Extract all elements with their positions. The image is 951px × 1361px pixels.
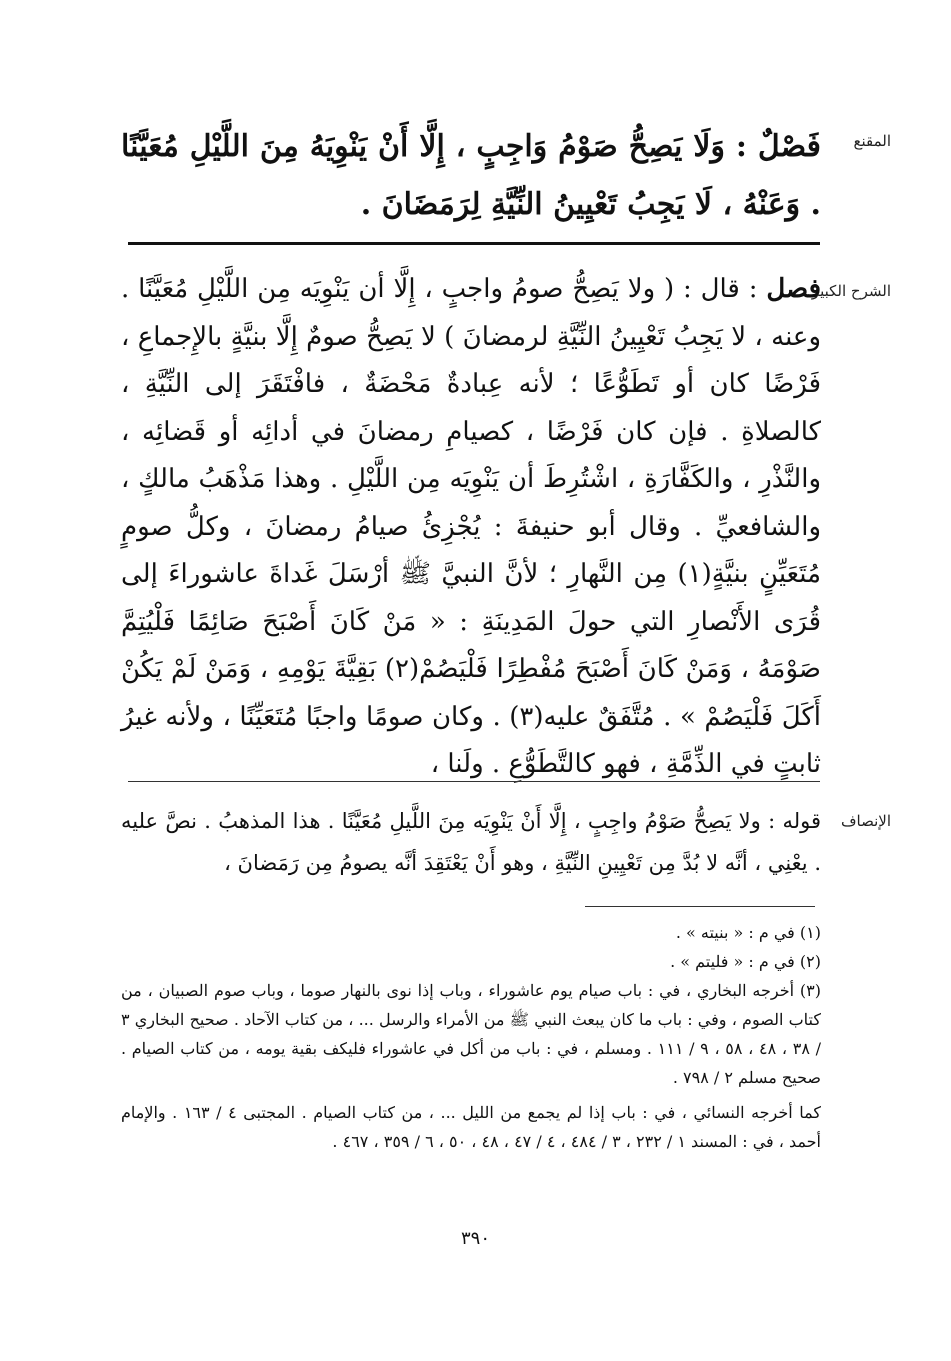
matn-body: : وَلَا يَصِحُّ صَوْمُ وَاجِبٍ ، إِلَّا أَنْ يَنْوِيَهُ مِنَ اللَّيْلِ مُعَيَّنًا . وَعَنْهُ ، لَا يَجِبُ تَعْيِينُ النِّيَّةِ لِرَمَضَانَ .: [121, 129, 821, 222]
divider-thick: [128, 242, 820, 245]
section-label-sharh: الشرح الكبير: [811, 282, 891, 300]
footnote-2: (٢) في م : « فليتم » .: [670, 952, 821, 971]
sharh-body: : قال : ( ولا يَصِحُّ صومُ واجبٍ ، إِلَّا أن يَنْوِيَه مِن اللَّيْلِ مُعَيَّنًا . وعنه ، لا يَجِبُ تَعْيِينُ النِّيَّةِ لرمضانَ ) لا يَصِحُّ صومٌ إِلَّا بنيَّةٍ بالإِجماعِ ، فَرْضًا كان أو تَطَوُّعًا ؛ لأنه عِبادةٌ مَحْضَةٌ ، فافْتَقَرَ إلى النِّيَّةِ ، كالصلاةِ . فإن كان فَرْضًا ، كصيامِ رمضانَ في أدائِه أو قَضائِه ، والنَّذْرِ ، والكَفَّارَةِ ، اشْتُرِطَ أن يَنْوِيَه مِن اللَّيْلِ . وهذا مَذْهَبُ مالكٍ ، والشافعيِّ . وقال أبو حنيفةَ : يُجْزِئُ صيامُ رمضانَ ، وكلُّ صومٍ مُتَعَيِّنٍ بنيَّةٍ(١) مِن النَّهارِ ؛ لأنَّ النبيَّ ﷺ أرْسَلَ غَداةَ عاشوراءَ إلى قُرَى الأَنْصارِ التي حولَ المَدِينَةِ : « مَنْ كَانَ أَصْبَحَ صَائِمًا فَلْيُتِمَّ صَوْمَهُ ، وَمَنْ كَانَ أَصْبَحَ مُفْطِرًا فَلْيَصُمْ(٢) بَقِيَّةَ يَوْمِهِ ، وَمَنْ لَمْ يَكُنْ أَكَلَ فَلْيَصُمْ » . مُتَّفَقٌ عليه(٣) . وكان صومًا واجبًا مُتَعَيِّنًا ، ولأنه غيرُ ثابتٍ في الذِّمَّةِ ، فهو كالتَّطَوُّعِ . ولَنا ،: [121, 274, 821, 779]
divider-thin: [128, 781, 820, 782]
section-label-insaf: الإنصاف: [840, 812, 891, 830]
footnote-1: (١) في م : « بنيته » .: [675, 923, 821, 942]
section-label-muqni: المقنع: [853, 132, 891, 150]
footnote-divider: [585, 906, 815, 907]
footnotes: [121, 918, 821, 1156]
footnote-3: (٣) أخرجه البخاري ، في : باب صيام يوم عاشوراء ، وباب إذا نوى بالنهار صوما ، وباب صوم الصبيان ، من كتاب الصوم ، وفي : باب ما كان يبعث النبي ﷺ من الأمراء والرسل ... ، من كتاب الآحاد . صحيح البخاري ٣ / ٣٨ ، ٤٨ ، ٥٨ ، ٩ / ١١١ . ومسلم ، في : باب من أكل في عاشوراء فليكف بقية يومه ، من كتاب الصيام . صحيح مسلم ٢ / ٧٩٨ .: [121, 981, 822, 1087]
sharh-text-block: [121, 266, 821, 789]
footnote-3-continued: كما أخرجه النسائي ، في : باب إذا لم يجمع من الليل ... ، من كتاب الصيام . المجتبى ٤ / ١٦٣ . والإمام أحمد ، في : المسند ١ / ٢٣٢ ، ٣ / ٤٨٤ ، ٤ / ٤٧ ، ٤٨ ، ٥٠ ، ٦ / ٣٥٩ ، ٤٦٧ .: [121, 1103, 821, 1151]
matn-heading: فَصْلٌ: [757, 129, 821, 164]
insaf-text-block: [121, 800, 821, 884]
matn-text-block: [121, 118, 821, 234]
insaf-body: قوله : ولا يَصِحُّ صَوْمُ واجِبٍ ، إِلَّا أَنْ يَنْوِيَه مِنَ اللَّيلِ مُعَيَّنًا . هذا المذهبُ . نصَّ عليه . يعْنِي ، أنَّه لا بُدَّ مِن تَعْيِينِ النِّيَّةِ ، وهو أَنْ يَعْتَقِدَ أنَّه يصومُ مِن رَمَضانَ ،: [121, 809, 821, 875]
page-number: ٣٩٠: [460, 1228, 490, 1249]
sharh-heading: فصل: [766, 274, 821, 304]
